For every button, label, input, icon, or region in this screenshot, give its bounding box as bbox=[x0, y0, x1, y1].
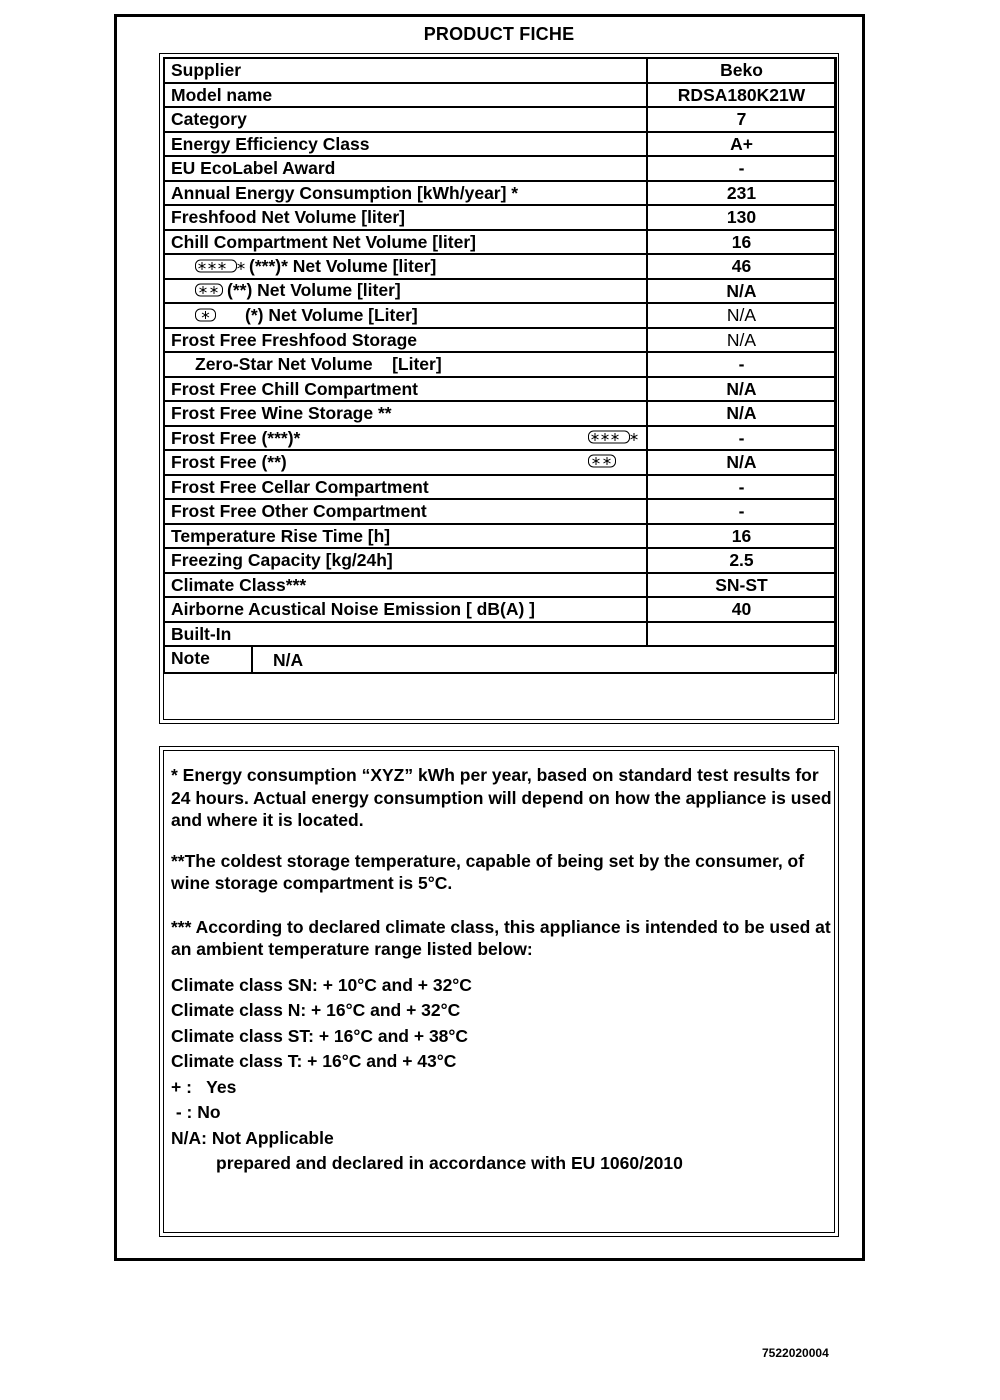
row-label: Built-In bbox=[164, 622, 647, 647]
row-value: 130 bbox=[647, 205, 836, 230]
row-label: Zero-Star Net Volume [Liter] bbox=[164, 352, 647, 377]
table-row bbox=[164, 597, 836, 622]
row-label: Temperature Rise Time [h] bbox=[164, 524, 647, 549]
row-value: - bbox=[647, 426, 836, 451]
row-value: 16 bbox=[647, 524, 836, 549]
row-value: N/A bbox=[647, 328, 836, 353]
row-label: Freshfood Net Volume [liter] bbox=[164, 205, 647, 230]
row-value: 46 bbox=[647, 254, 836, 279]
table-row bbox=[164, 254, 836, 279]
table-row bbox=[164, 107, 836, 132]
table-row bbox=[164, 58, 836, 83]
table-row bbox=[164, 156, 836, 181]
row-label: Supplier bbox=[164, 58, 647, 83]
note-row bbox=[164, 646, 836, 673]
row-value: - bbox=[647, 475, 836, 500]
one-star-freezer-icon bbox=[195, 307, 217, 325]
table-row bbox=[164, 279, 836, 304]
declaration: prepared and declared in accordance with EU 1060/2010 bbox=[216, 1153, 683, 1173]
climate-class-line: Climate class T: + 16°C and + 43°C bbox=[171, 1051, 457, 1071]
climate-class-line: Climate class SN: + 10°C and + 32°C bbox=[171, 974, 472, 995]
table-row bbox=[164, 352, 836, 377]
row-label-cell bbox=[164, 426, 647, 451]
table-row bbox=[164, 573, 836, 598]
table-row bbox=[164, 377, 836, 402]
table-row bbox=[164, 205, 836, 230]
two-star-freezer-icon bbox=[588, 453, 618, 471]
row-label: (***)* Net Volume [liter] bbox=[249, 255, 437, 276]
row-label: Frost Free Freshfood Storage bbox=[164, 328, 647, 353]
row-label: Frost Free (**) bbox=[171, 452, 287, 473]
table-row bbox=[164, 181, 836, 206]
row-value: N/A bbox=[647, 377, 836, 402]
table-row bbox=[164, 230, 836, 255]
climate-footnote: *** According to declared climate class, this appliance is intended to be used at an ambient temperature range listed below: bbox=[171, 916, 831, 959]
row-label-cell bbox=[164, 254, 647, 279]
row-value: N/A bbox=[647, 450, 836, 475]
table-row bbox=[164, 499, 836, 524]
table-row bbox=[164, 303, 836, 328]
document-number: 7522020004 bbox=[762, 1346, 829, 1360]
four-star-freezer-icon bbox=[195, 258, 247, 276]
row-value bbox=[647, 622, 836, 647]
climate-class-line: Climate class ST: + 16°C and + 38°C bbox=[171, 1025, 469, 1046]
note-value: N/A bbox=[273, 650, 304, 670]
row-value: - bbox=[647, 352, 836, 377]
row-label: Frost Free (***)* bbox=[171, 427, 301, 448]
row-label: Category bbox=[164, 107, 647, 132]
table-row bbox=[164, 450, 836, 475]
row-label-cell bbox=[164, 450, 647, 475]
row-label: Model name bbox=[164, 83, 647, 108]
row-value: 40 bbox=[647, 597, 836, 622]
row-label: Frost Free Chill Compartment bbox=[164, 377, 647, 402]
row-value: - bbox=[647, 156, 836, 181]
row-label: EU EcoLabel Award bbox=[164, 156, 647, 181]
legend-line: N/A: Not Applicable bbox=[171, 1127, 334, 1148]
row-value: N/A bbox=[647, 401, 836, 426]
wine-footnote: **The coldest storage temperature, capable of being set by the consumer, of wine storage compartment is 5°C. bbox=[171, 850, 805, 893]
row-label: Airborne Acustical Noise Emission [ dB(A) ] bbox=[164, 597, 647, 622]
note-cell bbox=[164, 646, 836, 673]
table-row bbox=[164, 132, 836, 157]
row-value: 16 bbox=[647, 230, 836, 255]
row-value: SN-ST bbox=[647, 573, 836, 598]
table-row bbox=[164, 622, 836, 647]
row-value: N/A bbox=[647, 303, 836, 328]
row-value: 7 bbox=[647, 107, 836, 132]
climate-class-line: Climate class N: + 16°C and + 32°C bbox=[171, 1000, 461, 1020]
table-row bbox=[164, 426, 836, 451]
row-value: A+ bbox=[647, 132, 836, 157]
row-label-cell bbox=[164, 303, 647, 328]
footnotes bbox=[171, 764, 839, 1177]
table-row bbox=[164, 475, 836, 500]
row-label: Annual Energy Consumption [kWh/year] * bbox=[164, 181, 647, 206]
row-value: 2.5 bbox=[647, 548, 836, 573]
row-label: Energy Efficiency Class bbox=[164, 132, 647, 157]
row-label: Frost Free Cellar Compartment bbox=[164, 475, 647, 500]
row-label-cell bbox=[164, 279, 647, 304]
row-value: N/A bbox=[647, 279, 836, 304]
row-label: Climate Class*** bbox=[164, 573, 647, 598]
row-label: Chill Compartment Net Volume [liter] bbox=[164, 230, 647, 255]
table-row bbox=[164, 83, 836, 108]
four-star-freezer-icon bbox=[588, 429, 640, 447]
table-row bbox=[164, 328, 836, 353]
note-label: Note bbox=[165, 647, 253, 672]
row-value: - bbox=[647, 499, 836, 524]
row-label: (*) Net Volume [Liter] bbox=[245, 304, 418, 325]
row-label: (**) Net Volume [liter] bbox=[227, 280, 401, 301]
page-title: PRODUCT FICHE bbox=[423, 24, 575, 44]
table-row bbox=[164, 548, 836, 573]
row-label: Frost Free Wine Storage ** bbox=[164, 401, 647, 426]
spec-table bbox=[163, 57, 837, 674]
table-row bbox=[164, 401, 836, 426]
row-label: Frost Free Other Compartment bbox=[164, 499, 647, 524]
two-star-freezer-icon bbox=[195, 282, 225, 300]
row-value: RDSA180K21W bbox=[647, 83, 836, 108]
energy-footnote: * Energy consumption “XYZ” kWh per year, based on standard test results for 24 hours. Actual energy consumption will depend on how the appliance is used and where it is located. bbox=[171, 765, 832, 830]
row-label: Freezing Capacity [kg/24h] bbox=[164, 548, 647, 573]
table-row bbox=[164, 524, 836, 549]
legend-line: + : Yes bbox=[171, 1076, 237, 1097]
row-value: 231 bbox=[647, 181, 836, 206]
legend-line: - : No bbox=[171, 1102, 221, 1122]
row-value: Beko bbox=[647, 58, 836, 83]
